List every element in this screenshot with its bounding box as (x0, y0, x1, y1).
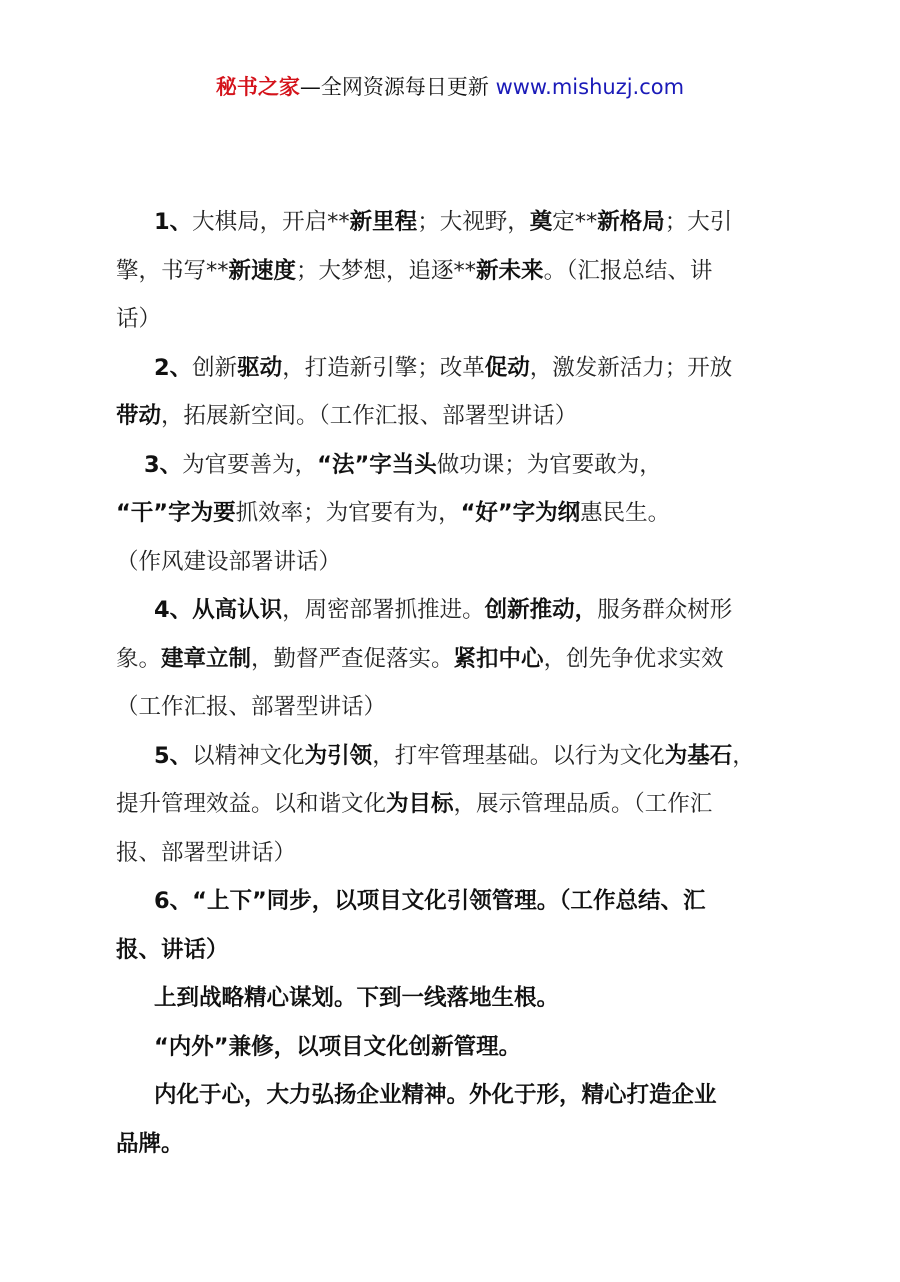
bold-text-segment: 6、“上下”同步，以项目文化引领管理。（工作总结、汇 (154, 888, 706, 914)
text-segment: 为官要善为， (182, 451, 318, 478)
item-1-paragraph (116, 198, 792, 344)
text-segment: （工作汇报、部署型讲话） (116, 694, 387, 720)
text-segment: ，打牢管理基础。以行为文化 (372, 742, 665, 769)
item-2-paragraph (116, 344, 792, 441)
bold-text-segment: “内外”兼修，以项目文化创新管理。 (154, 1033, 522, 1060)
text-segment: ， (732, 742, 755, 769)
text-segment: 以精神文化 (192, 742, 305, 769)
text-segment: 创新 (192, 354, 238, 381)
bold-text-segment: 新未来 (476, 257, 544, 284)
bold-text-segment: 新速度 (228, 257, 297, 284)
bold-text-segment: 内化于心，大力弘扬企业精神。外化于形，精心打造企业 (154, 1082, 717, 1108)
text-segment: ；大梦想，追逐** (296, 257, 477, 284)
bold-text-segment: “法”字当头 (317, 451, 437, 478)
bold-text-segment: 促动 (484, 354, 530, 381)
site-tagline: —全网资源每日更新 (299, 75, 489, 99)
text-segment: ，展示管理品质。（工作汇 (453, 791, 713, 817)
bold-text-segment: 驱动 (237, 354, 283, 381)
bold-text-segment: 新格局 (597, 209, 665, 235)
item-4-paragraph (116, 586, 792, 732)
site-brand: 秘书之家 (215, 75, 300, 99)
text-segment: ，勤督严查促落实。 (251, 645, 454, 672)
text-segment: ，激发新活力；开放 (529, 354, 733, 381)
bold-text-segment: 带动 (116, 403, 162, 429)
site-url-link[interactable]: www.mishuzj.com (495, 75, 685, 99)
text-segment: ；大视野， (417, 209, 530, 235)
bold-text-segment: 为引领 (304, 742, 373, 769)
item-6-subpoint-2 (116, 1023, 792, 1072)
document-body (116, 198, 792, 1168)
text-segment: 大棋局，开启** (192, 209, 350, 235)
text-segment: ，拓展新空间。（工作汇报、部署型讲话） (161, 403, 578, 429)
text-segment: 报、部署型讲话） (116, 839, 297, 866)
text-segment: 象。 (116, 645, 162, 672)
bold-text-segment: 上到战略精心谋划。下到一线落地生根。 (154, 985, 560, 1011)
bold-text-segment: 5、 (154, 742, 193, 769)
text-segment: （作风建设部署讲话） (116, 548, 342, 575)
bold-text-segment: 建章立制 (161, 645, 252, 672)
text-segment: 。（汇报总结、讲 (543, 257, 713, 284)
item-6-heading (116, 877, 792, 974)
text-segment: 话） (116, 306, 162, 332)
bold-text-segment: “干”字为要 (116, 500, 236, 526)
bold-text-segment: 新里程 (349, 209, 418, 235)
bold-text-segment: 为基石 (664, 742, 733, 769)
text-segment: 抓效率；为官要有为， (235, 500, 461, 526)
text-segment: ，周密部署抓推进。 (282, 597, 485, 623)
bold-text-segment: 紧扣中心 (453, 645, 544, 672)
text-segment: 提升管理效益。以和谐文化 (116, 791, 387, 817)
item-5-paragraph (116, 732, 792, 878)
item-6-subpoint-3 (116, 1071, 792, 1168)
bold-text-segment: 4、从高认识 (154, 597, 283, 623)
item-3-paragraph (116, 441, 792, 587)
text-segment: ；大引 (664, 209, 733, 235)
text-segment: 惠民生。 (580, 500, 671, 526)
bold-text-segment: 报、讲话） (116, 936, 229, 963)
bold-text-segment: 创新推动， (484, 597, 598, 623)
item-6-subpoint-1 (116, 974, 792, 1023)
bold-text-segment: 奠 (529, 209, 553, 235)
text-segment: 定** (552, 209, 598, 235)
bold-text-segment: 2、 (154, 354, 193, 381)
text-segment: 服务群众树形 (597, 597, 733, 623)
bold-text-segment: 3、 (144, 451, 183, 478)
text-segment: ，打造新引擎；改革 (282, 354, 485, 381)
site-header (0, 72, 900, 102)
text-segment: ，创先争优求实效 (543, 645, 724, 672)
bold-text-segment: 为目标 (386, 791, 454, 817)
bold-text-segment: 品牌。 (116, 1130, 184, 1157)
text-segment: 做功课；为官要敢为， (436, 451, 662, 478)
bold-text-segment: 1、 (154, 209, 193, 235)
text-segment: 擎，书写** (116, 257, 229, 284)
bold-text-segment: “好”字为纲 (460, 500, 581, 526)
